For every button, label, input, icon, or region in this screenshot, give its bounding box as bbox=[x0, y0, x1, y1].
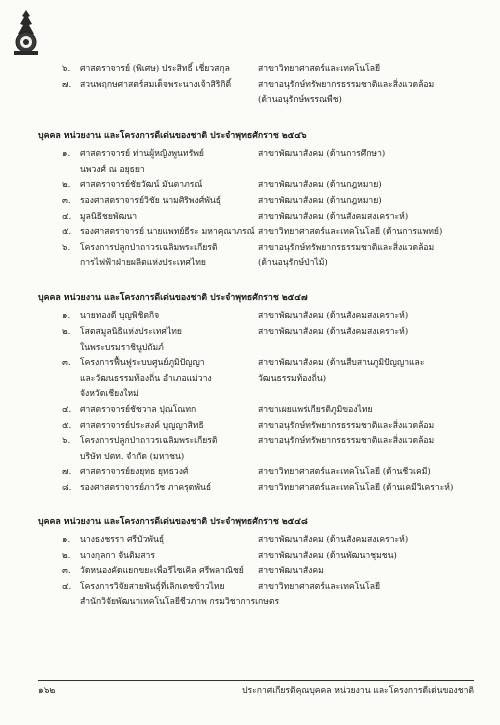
entry-number: ๑. bbox=[62, 535, 71, 545]
entry-name: โสตสมูลนิธิแห่งประเทศไทย bbox=[80, 327, 182, 337]
entry-name: สำนักวิจัยพัฒนาเทคโนโลยีชีวภาพ กรมวิชาการเกษตร bbox=[80, 597, 280, 608]
entry-field: สาขาพัฒนาสังคม (ด้านสังคมสงเคราะห์) bbox=[258, 327, 409, 337]
entry-number: ๓. bbox=[62, 196, 71, 206]
section-heading: บุคคล หน่วยงาน และโครงการดีเด่นของชาติ ประจำพุทธศักราช ๒๕๔๗ bbox=[38, 293, 308, 304]
entry-row bbox=[0, 419, 500, 433]
entry-row bbox=[0, 225, 500, 239]
entry-row bbox=[0, 403, 500, 417]
entry-name: นางธงชรรา ศรีบัวพันธุ์ bbox=[80, 535, 165, 545]
entry-row bbox=[0, 580, 500, 594]
entry-field: สาขาอนุรักษ์ทรัพยากรธรรมชาติและสิ่งแวดล้อม bbox=[258, 420, 435, 431]
entry-field: สาขาเผยแพร่เกียรติภูมิของไทย bbox=[258, 405, 373, 415]
entry-row bbox=[0, 325, 500, 339]
entry-row bbox=[0, 481, 500, 495]
entry-field: สาขาพัฒนาสังคม bbox=[258, 566, 324, 577]
entry-number: ๔. bbox=[62, 581, 72, 592]
entry-name: ศาสตราจารย์ยงยุทธ ยุทธวงศ์ bbox=[80, 467, 189, 478]
entry-number: ๑. bbox=[62, 311, 71, 322]
entry-number: ๗. bbox=[62, 467, 72, 478]
entry-field: สาขาพัฒนาสังคม (ด้านกฎหมาย) bbox=[258, 196, 382, 206]
entry-name: โครงการปลูกป่าถาวรเฉลิมพระเกียรติ bbox=[80, 436, 218, 447]
entry-number: ๓. bbox=[62, 358, 71, 369]
entry-field: สาขาพัฒนาสังคม (ด้านสืบสานภูมิปัญญาและ bbox=[258, 358, 425, 369]
entry-number: ๒. bbox=[62, 550, 71, 561]
entry-name: โครงการวิจัยสายพันธุ์ที่เลิกเดชข้าวไทย bbox=[80, 581, 225, 592]
entry-field: (ด้านอนุรักษ์ป่าไม้) bbox=[258, 258, 328, 269]
entry-name: ในพระบรมราชินูปถัมภ์ bbox=[80, 342, 164, 353]
entry-field: สาขาพัฒนาสังคม (ด้านพัฒนาชุมชน) bbox=[258, 550, 397, 561]
entry-number: ๓. bbox=[62, 566, 71, 577]
emblem-logo bbox=[6, 8, 46, 58]
entry-field: สาขาวิทยาศาสตร์และเทคโนโลยี bbox=[258, 64, 381, 74]
section-heading: บุคคล หน่วยงาน และโครงการดีเด่นของชาติ ประจำพุทธศักราช ๒๕๔๖ bbox=[38, 131, 307, 142]
entry-field: สาขาพัฒนาสังคม (ด้านการศึกษา) bbox=[258, 149, 386, 160]
entry-row bbox=[0, 309, 500, 323]
entry-row bbox=[0, 533, 500, 547]
page-number: ๑๖๒ bbox=[38, 686, 56, 696]
entry-field: สาขาพัฒนาสังคม (ด้านสังคมสงเคราะห์) bbox=[258, 311, 409, 322]
entry-name: สวนพฤกษศาสตร์สมเด็จพระนางเจ้าสิริกิติ์ bbox=[80, 79, 232, 90]
entry-field: สาขาพัฒนาสังคม (ด้านกฎหมาย) bbox=[258, 180, 382, 191]
entry-number: ๖. bbox=[62, 242, 71, 253]
entry-name: ศาสตราจารย์ (พิเศษ) ประสิทธิ์ เชี่ยวสกุล bbox=[80, 64, 230, 74]
entry-name: โครงการปลูกป่าถาวรเฉลิมพระเกียรติ bbox=[80, 242, 218, 253]
entry-row bbox=[0, 465, 500, 479]
entry-number: ๑. bbox=[62, 149, 71, 160]
entry-name: รองศาสตราจารย์ นายแพทย์ธีระ มหาคุณาภรณ์ bbox=[80, 227, 255, 238]
entry-field: (ด้านอนุรักษ์พรรณพืช) bbox=[258, 95, 342, 106]
entry-number: ๔. bbox=[62, 211, 72, 222]
entry-name: ศาสตราจารย์ ท่านผู้หญิงพูนทรัพย์ bbox=[80, 149, 204, 160]
entry-row bbox=[0, 372, 500, 386]
entry-name: โครงการฟื้นฟูระบบศูนย์ภูมิปัญญา bbox=[80, 358, 205, 369]
entry-number: ๒. bbox=[62, 180, 71, 191]
entry-number: ๕. bbox=[62, 227, 72, 238]
entry-field: สาขาอนุรักษ์ทรัพยากรธรรมชาติและสิ่งแวดล้อม bbox=[258, 79, 435, 90]
entry-name: วัดหนองคัดแยกขยะเพื่อรีไซเคิล ศรีพลาณิชย์ bbox=[80, 566, 244, 577]
entry-number: ๖. bbox=[62, 64, 71, 74]
entry-row bbox=[0, 564, 500, 578]
entry-name: บริษัท ปตท. จำกัด (มหาชน) bbox=[80, 451, 185, 462]
entry-row bbox=[0, 78, 500, 92]
entry-name: จังหวัดเชียงใหม่ bbox=[80, 389, 139, 400]
entry-field: สาขาวิทยาศาสตร์และเทคโนโลยี (ด้านการแพทย์) bbox=[258, 227, 443, 238]
entry-row bbox=[0, 341, 500, 355]
entry-row bbox=[0, 549, 500, 563]
entry-field: สาขาพัฒนาสังคม (ด้านสังคมสงเคราะห์) bbox=[258, 211, 409, 222]
entry-row bbox=[0, 210, 500, 224]
entry-number: ๒. bbox=[62, 327, 71, 337]
entry-name: ศาสตราจารย์ประสงค์ บุญญาสิทธิ bbox=[80, 420, 204, 431]
entry-number: ๗. bbox=[62, 79, 72, 90]
entry-field: สาขาวิทยาศาสตร์และเทคโนโลยี (ด้านชีวเคมี) bbox=[258, 467, 431, 478]
footer-rule bbox=[38, 680, 474, 681]
entry-field: สาขาอนุรักษ์ทรัพยากรธรรมชาติและสิ่งแวดล้อม bbox=[258, 436, 435, 447]
entry-name: รองศาสตราจารย์วิชัย นามศิริพงศ์พันธุ์ bbox=[80, 196, 221, 206]
entry-name: นพวงศ์ ณ อยุธยา bbox=[80, 164, 145, 175]
entry-name: นายทองดี บุญพิชิตกิจ bbox=[80, 311, 160, 322]
entry-number: ๘. bbox=[62, 483, 72, 493]
entry-name: มูลนิธิชยพัฒนา bbox=[80, 211, 138, 222]
entry-row bbox=[0, 387, 500, 401]
entry-row bbox=[0, 163, 500, 177]
entry-row bbox=[0, 450, 500, 464]
entry-row bbox=[0, 595, 500, 609]
entry-number: ๖. bbox=[62, 436, 71, 447]
entry-field: สาขาวิทยาศาสตร์และเทคโนโลยี bbox=[258, 581, 381, 592]
entry-field: วัฒนธรรมท้องถิ่น) bbox=[258, 373, 327, 384]
running-footer-title: ประกาศเกียรติคุณบุคคล หน่วยงาน และโครงการดีเด่นของชาติ bbox=[242, 686, 474, 696]
entry-row bbox=[0, 62, 500, 76]
entry-row bbox=[0, 147, 500, 161]
entry-name: ศาสตราจารย์ชัชวาล ปุณโณทก bbox=[80, 405, 197, 415]
entry-row bbox=[0, 93, 500, 107]
entry-field: สาขาวิทยาศาสตร์และเทคโนโลยี (ด้านเคมีวิเคราะห์) bbox=[258, 483, 454, 493]
entry-field: สาขาอนุรักษ์ทรัพยากรธรรมชาติและสิ่งแวดล้อม bbox=[258, 242, 435, 253]
entry-number: ๔. bbox=[62, 405, 72, 415]
entry-name: รองศาสตราจารย์ภาวัช ภาครุดพันธ์ bbox=[80, 483, 212, 493]
entry-row bbox=[0, 194, 500, 208]
entry-number: ๕. bbox=[62, 420, 72, 431]
entry-row bbox=[0, 356, 500, 370]
entry-name: และวัฒนธรรมท้องถิ่น อำเภอแม่วาง bbox=[80, 373, 212, 384]
entry-name: การไฟฟ้าฝ่ายผลิตแห่งประเทศไทย bbox=[80, 258, 206, 269]
section-heading: บุคคล หน่วยงาน และโครงการดีเด่นของชาติ ประจำพุทธศักราช ๒๕๔๘ bbox=[38, 517, 308, 527]
entry-row bbox=[0, 178, 500, 192]
entry-field: สาขาพัฒนาสังคม (ด้านสังคมสงเคราะห์) bbox=[258, 535, 409, 545]
entry-row bbox=[0, 256, 500, 270]
entry-row bbox=[0, 241, 500, 255]
entry-name: ศาสตราจารย์ชัยวัฒน์ มันตาภรณ์ bbox=[80, 180, 203, 191]
entry-name: นางกุลกา จันติมสาร bbox=[80, 550, 155, 561]
entry-row bbox=[0, 434, 500, 448]
